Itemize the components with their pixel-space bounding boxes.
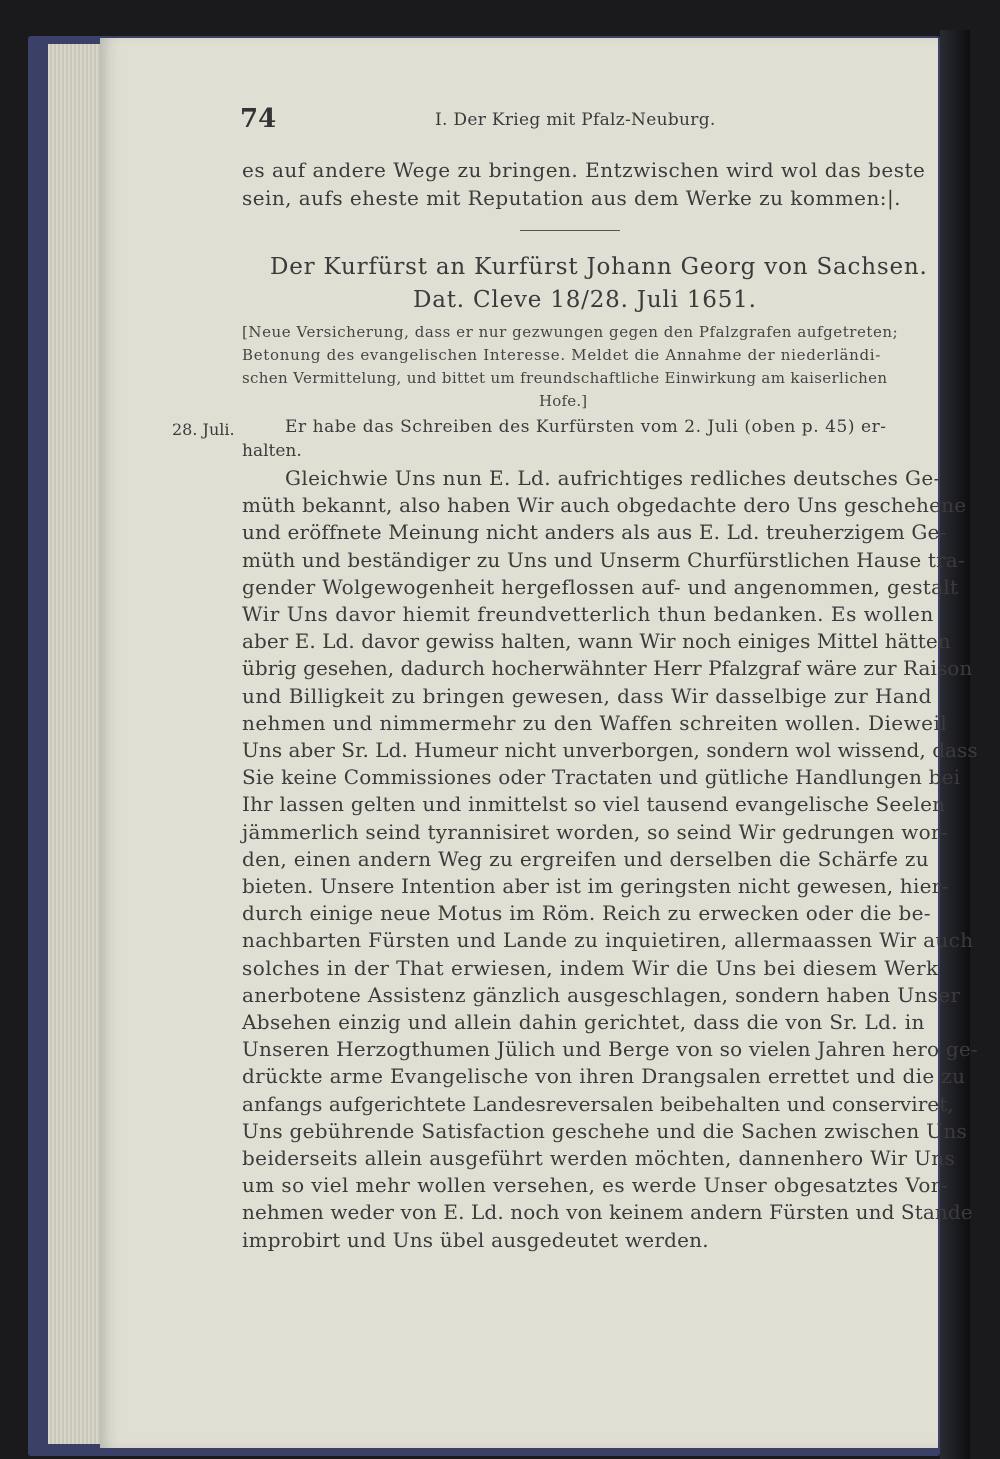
body-line: durch einige neue Motus im Röm. Reich zu erwecken oder die be- [242, 901, 931, 926]
body-line: anerbotene Assistenz gänzlich ausgeschlagen, sondern haben Unser [242, 982, 961, 1007]
body-line: gender Wolgewogenheit hergeflossen auf- und angenommen, gestalt [242, 574, 959, 599]
summary-line: schen Vermittelung, und bittet um freundschaftliche Einwirkung am kaiserlichen [242, 369, 888, 387]
summary-line: Hofe.] [539, 392, 588, 410]
section-divider [520, 230, 620, 231]
body-line: Unseren Herzogthumen Jülich und Berge von so vielen Jahren hero ge- [242, 1037, 978, 1062]
body-line: aber E. Ld. davor gewiss halten, wann Wir noch einiges Mittel hätten [242, 629, 951, 654]
document-heading: Der Kurfürst an Kurfürst Johann Georg von Sachsen. [270, 254, 928, 280]
body-line: Uns aber Sr. Ld. Humeur nicht unverborgen, sondern wol wissend, dass [242, 738, 978, 762]
body-line: drückte arme Evangelische von ihren Drangsalen errettet und die zu [242, 1064, 966, 1089]
body-line: nehmen und nimmermehr zu den Waffen schreiten wollen. Dieweil [242, 710, 948, 735]
margin-date: 28. Juli. [172, 420, 235, 439]
intro-line: sein, aufs eheste mit Reputation aus dem Werke zu kommen:|. [242, 186, 901, 210]
body-line: übrig gesehen, dadurch hocherwähnter Herr Pfalzgraf wäre zur Raison [242, 656, 973, 681]
body-line: anfangs aufgerichtete Landesreversalen beibehalten und conserviret, [242, 1091, 954, 1116]
body-line: Gleichwie Uns nun E. Ld. aufrichtiges redliches deutsches Ge- [285, 466, 941, 490]
body-line: und eröffnete Meinung nicht anders als aus E. Ld. treuherzigem Ge- [242, 520, 947, 545]
body-line: Sie keine Commissiones oder Tractaten und gütliche Handlungen bei [242, 765, 961, 790]
body-line: müth bekannt, also haben Wir auch obgedachte dero Uns geschehene [242, 493, 967, 518]
body-line: jämmerlich seind tyrannisiret worden, so seind Wir gedrungen wor- [242, 819, 948, 844]
summary-line: Betonung des evangelischen Interesse. Meldet die Annahme der niederländi- [242, 346, 882, 364]
intro-line: es auf andere Wege zu bringen. Entzwischen wird wol das beste [242, 158, 926, 182]
body-line: Ihr lassen gelten und inmittelst so viel tausend evangelische Seelen [242, 792, 946, 817]
body-line: den, einen andern Weg zu ergreifen und derselben die Schärfe zu [242, 846, 929, 871]
body-line: bieten. Unsere Intention aber ist im geringsten nicht gewesen, hier- [242, 874, 949, 898]
body-line: nehmen weder von E. Ld. noch von keinem andern Fürsten und Stande [242, 1200, 973, 1225]
body-line: müth und beständiger zu Uns und Unserm Churfürstlichen Hause tra- [242, 547, 965, 572]
body-line: beiderseits allein ausgeführt werden möchten, dannenhero Wir Uns [242, 1146, 956, 1170]
body-line: Absehen einzig und allein dahin gerichtet, dass die von Sr. Ld. in [242, 1010, 925, 1034]
body-line: Wir Uns davor hiemit freundvetterlich thun bedanken. Es wollen [242, 602, 934, 626]
running-head: I. Der Krieg mit Pfalz-Neuburg. [435, 110, 716, 130]
document-date: Dat. Cleve 18/28. Juli 1651. [413, 287, 757, 313]
body-line: nachbarten Fürsten und Lande zu inquietiren, allermaassen Wir auch [242, 928, 974, 953]
page-number: 74 [240, 104, 277, 134]
summary-line: [Neue Versicherung, dass er nur gezwungen gegen den Pfalzgrafen aufgetreten; [242, 323, 899, 341]
abstract-line: halten. [242, 441, 302, 461]
body-line: um so viel mehr wollen versehen, es werde Unser obgesatztes Vor- [242, 1173, 948, 1198]
abstract-line: Er habe das Schreiben des Kurfürsten vom 2. Juli (oben p. 45) er- [285, 417, 887, 437]
body-line: Uns gebührende Satisfaction geschehe und die Sachen zwischen Uns [242, 1118, 968, 1143]
body-line: solches in der That erwiesen, indem Wir die Uns bei diesem Werk [242, 955, 939, 980]
body-line: und Billigkeit zu bringen gewesen, dass Wir dasselbige zur Hand [242, 683, 932, 708]
body-line: improbirt und Uns übel ausgedeutet werden. [242, 1227, 709, 1252]
